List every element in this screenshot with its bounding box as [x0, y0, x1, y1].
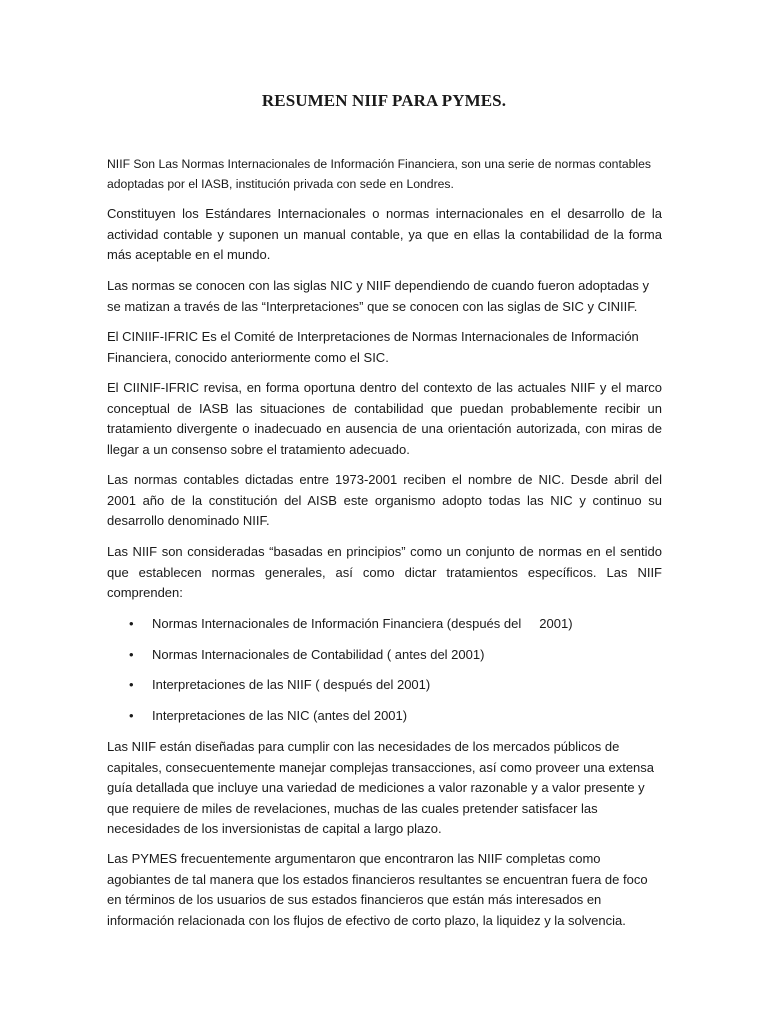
bullet-icon: • [129, 646, 134, 662]
list-item-text: Interpretaciones de las NIIF ( después del 2001) [152, 677, 431, 692]
list-item [107, 706, 662, 737]
paragraph-niif-disenadas: Las NIIF están diseñadas para cumplir con las necesidades de los mercados públicos de capitales, consecuentemente manejar complejas transacciones, así como proveer una extensa guía detallada que incluye una variedad de mediciones a valor razonable y a valor presente y que requiere de miles de revelaciones, muchas de las cuales pretender satisfacer las necesidades de los inversionistas de capital a largo plazo. [107, 739, 655, 836]
bullet-icon: • [129, 707, 134, 723]
paragraph-ciniif: El CINIIF-IFRIC Es el Comité de Interpretaciones de Normas Internacionales de Información Financiera, conocido anteriormente como el SIC. [107, 329, 639, 365]
list-item [107, 614, 662, 645]
list-item-text: Normas Internacionales de Contabilidad ( antes del 2001) [152, 646, 485, 662]
bullet-icon: • [129, 616, 134, 631]
paragraph-nic-history: Las normas contables dictadas entre 1973-2001 reciben el nombre de NIC. Desde abril del 2001 año de la constitución del AISB este organismo adopto todas las NIC y continuo su desarrollo denominado NIIF. [107, 472, 662, 528]
paragraph-pymes: Las PYMES frecuentemente argumentaron que encontraron las NIIF completas como agobiantes de tal manera que los estados financieros resultantes se encuentran fuera de foco en términos de los usuarios de sus estados financieros que están más interesados en información relacionada con los flujos de efectivo de corto plazo, la liquidez y la solvencia. [107, 851, 648, 928]
bullet-list [107, 614, 662, 736]
list-item-text: Normas Internacionales de Información Financiera (después del 2001) [152, 616, 573, 631]
list-item [107, 645, 662, 676]
list-item [107, 675, 662, 706]
bullet-icon: • [129, 677, 134, 692]
paragraph-principios: Las NIIF son consideradas “basadas en principios” como un conjunto de normas en el sentido que establecen normas generales, así como dictar tratamientos específicos. Las NIIF comprenden: [107, 544, 662, 600]
paragraph-estandares: Constituyen los Estándares Internacionales o normas internacionales en el desarrollo de la actividad contable y suponen un manual contable, ya que en ellas la contabilidad de la forma más aceptable en el mundo. [107, 206, 662, 262]
document-title: RESUMEN NIIF PARA PYMES. [261, 91, 507, 110]
paragraph-niif-definition: NIIF Son Las Normas Internacionales de Información Financiera, son una serie de normas contables adoptadas por el IASB, institución privada con sede en Londres. [107, 157, 651, 191]
list-item-text: Interpretaciones de las NIC (antes del 2001) [152, 707, 408, 723]
paragraph-siglas: Las normas se conocen con las siglas NIC y NIIF dependiendo de cuando fueron adoptadas y se matizan a través de las “Interpretaciones” que se conocen con las siglas de SIC y CINIIF. [107, 278, 650, 314]
paragraph-ciinif-revisa: El CIINIF-IFRIC revisa, en forma oportuna dentro del contexto de las actuales NIIF y el marco conceptual de IASB las situaciones de contabilidad que puedan probablemente recibir un tratamiento divergente o inadecuado en ausencia de una orientación autorizada, con miras de llegar a un consenso sobre el tratamiento adecuado. [107, 380, 662, 457]
